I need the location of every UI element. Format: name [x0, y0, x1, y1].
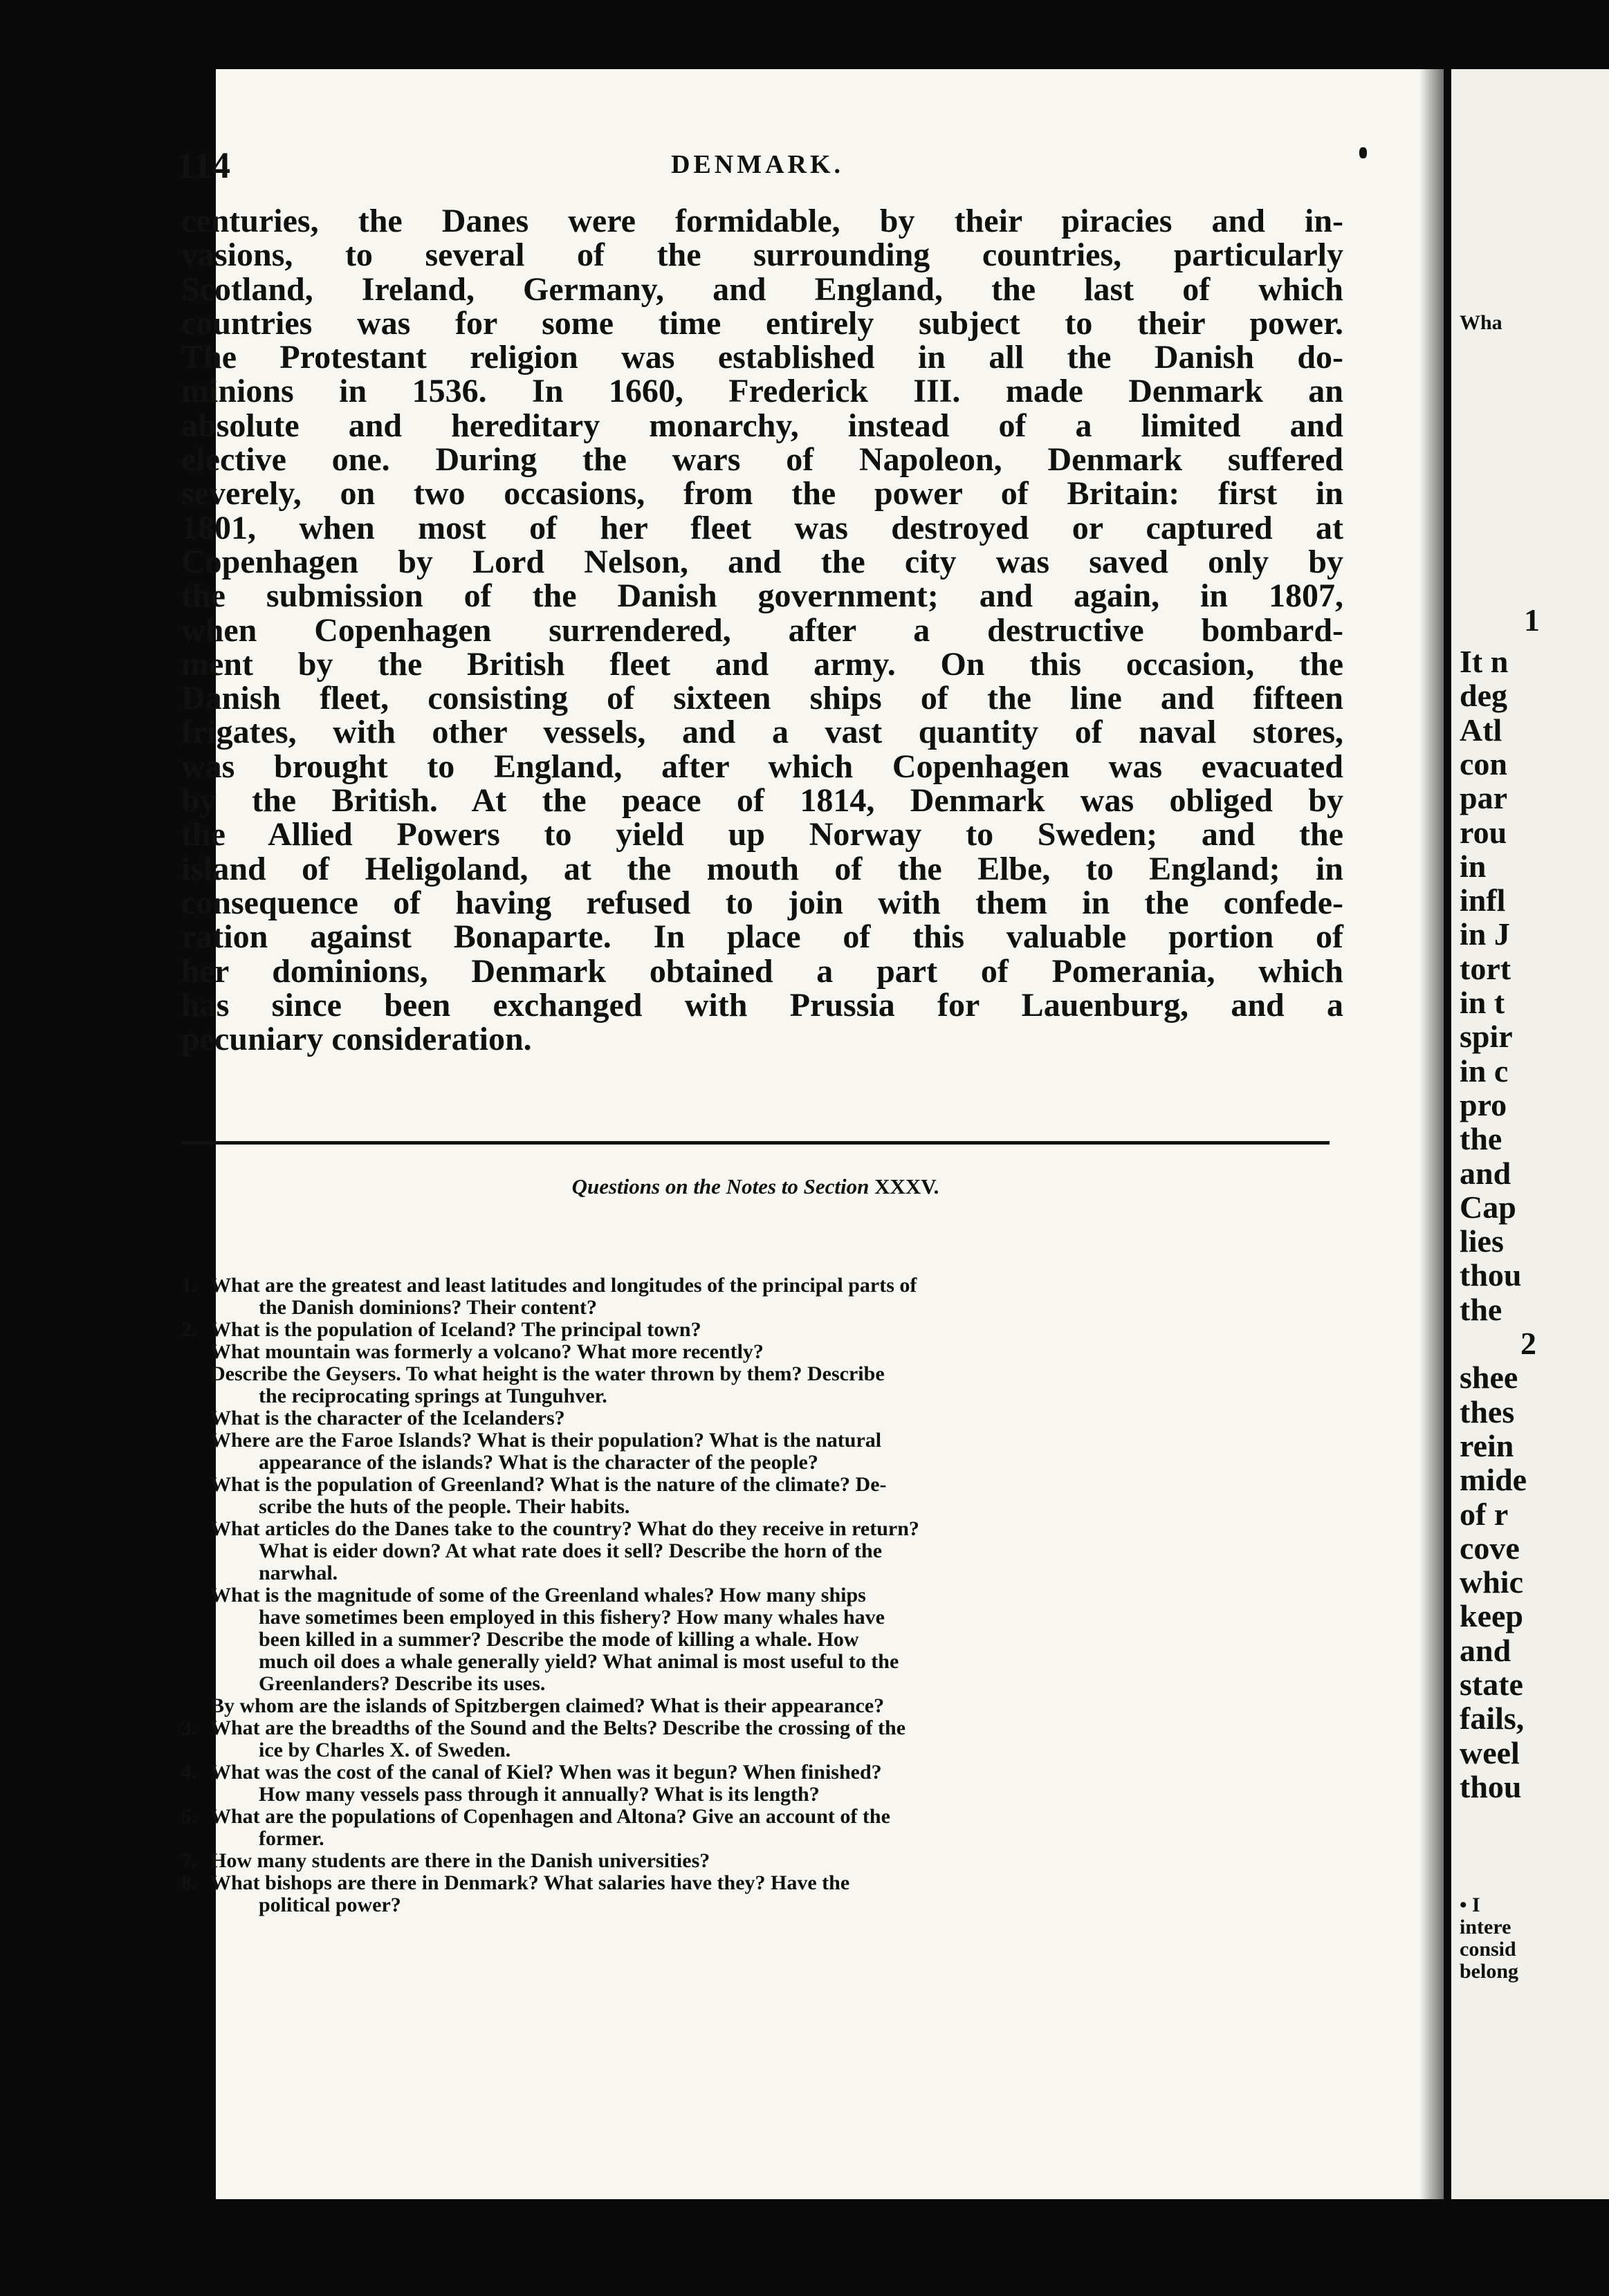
body-line: by the British. At the peace of 1814, Denmark was obliged by [181, 782, 1343, 820]
question-line: What is the character of the Icelanders? [210, 1407, 565, 1429]
question-line: What was the cost of the canal of Kiel? When was it begun? When finished? [210, 1761, 882, 1784]
question-line: What is the population of Greenland? What is the nature of the climate? De- [210, 1473, 887, 1496]
ink-speck [1359, 147, 1367, 158]
question-line: What are the breadths of the Sound and the Belts? Describe the crossing of the [210, 1716, 906, 1739]
questions-heading-section: XXXV. [874, 1174, 939, 1198]
question-line: By whom are the islands of Spitzbergen claimed? What is their appearance? [210, 1694, 885, 1717]
question-line: Greenlanders? Describe its uses. [259, 1672, 546, 1695]
section-rule [181, 1141, 1330, 1145]
right-page-fragment: con [1460, 746, 1507, 781]
body-line: absolute and hereditary monarchy, instead of a limited and [181, 407, 1343, 444]
right-page-fragment: shee [1460, 1360, 1518, 1396]
right-page-fragment: and [1460, 1632, 1511, 1668]
right-page-fragment: It n [1460, 644, 1509, 679]
body-line: Scotland, Ireland, Germany, and England, the last of which [181, 270, 1343, 308]
question-item [181, 1717, 1343, 1761]
body-line: centuries, the Danes were formidable, by their piracies and in- [181, 203, 1343, 239]
page-header [176, 144, 1339, 185]
question-line: What bishops are there in Denmark? What salaries have they? Have the [210, 1871, 850, 1894]
questions-list [181, 1275, 1343, 1916]
question-number: 4. [181, 1761, 197, 1784]
body-line: the submission of the Danish government; and again, in 1807, [181, 577, 1343, 615]
question-item [181, 1761, 1343, 1806]
body-line: island of Heligoland, at the mouth of the Elbe, to England; in [181, 850, 1343, 887]
body-line: The Protestant religion was established in all the Danish do- [181, 339, 1343, 376]
question-line: What is the population of Iceland? The principal town? [210, 1318, 701, 1341]
question-line: much oil does a whale generally yield? What animal is most useful to the [259, 1650, 899, 1673]
right-page-fragment: in t [1460, 985, 1505, 1020]
question-item [181, 1872, 1343, 1916]
right-page-footnote-fragment: • I [1460, 1894, 1480, 1916]
question-item [181, 1275, 1343, 1319]
body-line: minions in 1536. In 1660, Frederick III. made Denmark an [181, 373, 1343, 410]
question-item [181, 1407, 1343, 1429]
right-page-fragment: par [1460, 780, 1507, 816]
question-line: narwhal. [259, 1562, 338, 1584]
right-page-fragment: pro [1460, 1086, 1507, 1122]
body-line: has since been exchanged with Prussia for Lauenburg, and a [181, 986, 1343, 1024]
body-line: frigates, with other vessels, and a vast quantity of naval stores, [181, 714, 1343, 751]
question-line: What articles do the Danes take to the country? What do they receive in return? [210, 1517, 919, 1540]
body-line: was brought to England, after which Copenhagen was evacuated [181, 748, 1343, 785]
body-line: Copenhagen by Lord Nelson, and the city was saved only by [181, 543, 1343, 580]
question-line: political power? [259, 1894, 401, 1916]
body-line: elective one. During the wars of Napoleon, Denmark suffered [181, 441, 1343, 479]
right-page-fragment: mide [1460, 1462, 1527, 1498]
question-number: 3. [181, 1716, 197, 1739]
question-line: What are the populations of Copenhagen and Altona? Give an account of the [210, 1805, 890, 1828]
body-line: countries was for some time entirely subject to their power. [181, 304, 1343, 342]
question-item [181, 1363, 1343, 1407]
question-item [181, 1518, 1343, 1584]
body-line: pecuniary consideration. [181, 1021, 532, 1058]
question-line: the Danish dominions? Their content? [259, 1296, 597, 1319]
questions-heading-prefix: Questions on the Notes to Section [571, 1174, 870, 1198]
question-item [181, 1341, 1343, 1363]
right-page-fragment: fails, [1460, 1701, 1525, 1737]
question-item [181, 1429, 1343, 1474]
question-line: How many vessels pass through it annually? What is its length? [259, 1783, 820, 1806]
questions-heading [181, 1174, 1330, 1199]
right-page-fragment: lies [1460, 1223, 1504, 1259]
body-line: the Allied Powers to yield up Norway to Sweden; and the [181, 816, 1343, 853]
body-line: Danish fleet, consisting of sixteen ships of the line and fifteen [181, 680, 1343, 717]
right-page-fragment: cove [1460, 1530, 1520, 1566]
body-line: ment by the British fleet and army. On this occasion, the [181, 645, 1343, 683]
right-page-fragment: Atl [1460, 712, 1502, 748]
right-page-fragment: the [1460, 1121, 1502, 1157]
body-line: her dominions, Denmark obtained a part of Pomerania, which [181, 952, 1343, 990]
question-item [181, 1319, 1343, 1341]
question-item [181, 1850, 1343, 1872]
question-line: been killed in a summer? Describe the mode of killing a whale. How [259, 1628, 859, 1651]
body-line: when Copenhagen surrendered, after a destructive bombard- [181, 611, 1343, 649]
right-page-fragment: in [1460, 848, 1487, 884]
right-page-fragment: of r [1460, 1496, 1509, 1532]
question-item [181, 1474, 1343, 1518]
right-page-fragment: tort [1460, 950, 1511, 986]
right-page-fragment: rein [1460, 1427, 1514, 1463]
body-line: consequence of having refused to join with them in the confede- [181, 884, 1343, 921]
question-item [181, 1806, 1343, 1850]
question-item [181, 1584, 1343, 1695]
question-line: former. [259, 1827, 324, 1850]
page-number: 114 [176, 145, 231, 186]
right-page-fragment: weel [1460, 1734, 1520, 1770]
running-head: DENMARK. [670, 150, 845, 179]
right-page-footnote-fragment: belong [1460, 1960, 1519, 1983]
question-line: scribe the huts of the people. Their habits. [259, 1495, 630, 1518]
question-line: Where are the Faroe Islands? What is their population? What is the natural [210, 1429, 882, 1452]
right-page-footnote-fragment: consid [1460, 1938, 1516, 1961]
question-line: Describe the Geysers. To what height is the water thrown by them? Describe [210, 1362, 885, 1385]
body-line: 1801, when most of her fleet was destroyed or captured at [181, 509, 1343, 546]
body-line: vasions, to several of the surrounding countries, particularly [181, 237, 1343, 274]
body-line: ration against Bonaparte. In place of this valuable portion of [181, 918, 1343, 956]
right-page-fragment: and [1460, 1155, 1511, 1191]
question-line: the reciprocating springs at Tunguhver. [259, 1385, 607, 1407]
question-line: have sometimes been employed in this fishery? How many whales have [259, 1606, 885, 1629]
question-number: 1. [181, 1274, 197, 1297]
right-page-numeral: 2 [1520, 1326, 1536, 1361]
gutter-shadow [1419, 69, 1444, 2199]
right-page-fragment: the [1460, 1291, 1502, 1327]
right-page-fragment: keep [1460, 1598, 1523, 1634]
right-page-fragment: rou [1460, 814, 1507, 850]
question-line: ice by Charles X. of Sweden. [259, 1739, 511, 1761]
right-page-fragment: whic [1460, 1564, 1523, 1600]
right-page-fragment: state [1460, 1667, 1523, 1702]
question-line: What is eider down? At what rate does it sell? Describe the horn of the [259, 1539, 883, 1562]
question-item [181, 1695, 1343, 1717]
right-page-fragment: spir [1460, 1019, 1513, 1055]
right-page-fragment: thes [1460, 1394, 1515, 1429]
right-page-fragment: infl [1460, 882, 1506, 918]
body-paragraph [181, 204, 1343, 1056]
question-line: How many students are there in the Danish universities? [210, 1849, 710, 1872]
question-number: 5. [181, 1805, 197, 1828]
right-page-numeral: 1 [1524, 602, 1540, 638]
question-line: What mountain was formerly a volcano? What more recently? [210, 1340, 764, 1363]
question-line: What is the magnitude of some of the Greenland whales? How many ships [210, 1584, 866, 1607]
right-page-fragment: in c [1460, 1053, 1509, 1089]
right-page-fragment: thou [1460, 1768, 1522, 1804]
question-line: What are the greatest and least latitudes and longitudes of the principal parts of [210, 1274, 917, 1297]
right-page-fragment: deg [1460, 678, 1507, 714]
question-line: appearance of the islands? What is the character of the people? [259, 1451, 818, 1474]
right-page-fragment: Wha [1460, 311, 1502, 334]
body-line: severely, on two occasions, from the power of Britain: first in [181, 475, 1343, 512]
question-number: 8. [181, 1871, 197, 1894]
right-page-fragment: thou [1460, 1257, 1522, 1293]
question-number: 2. [181, 1318, 197, 1341]
right-page-fragment: in J [1460, 916, 1510, 952]
right-page-footnote-fragment: intere [1460, 1916, 1511, 1938]
right-page-fragment: Cap [1460, 1189, 1516, 1225]
question-number: 7. [181, 1849, 197, 1872]
